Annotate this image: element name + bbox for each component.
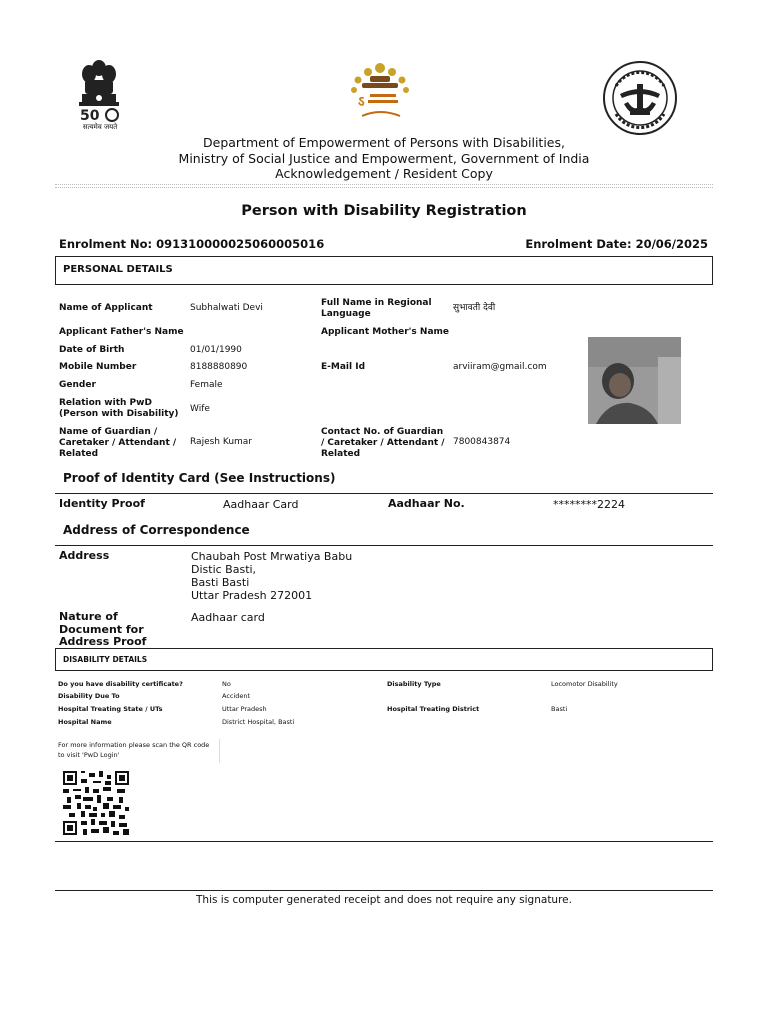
- applicant-name-label: Name of Applicant: [59, 303, 153, 313]
- enrolment-date: Enrolment Date: 20/06/2025: [525, 237, 708, 251]
- hospital-district-label: Hospital Treating District: [387, 705, 480, 713]
- guardian-name-value: Rajesh Kumar: [190, 437, 253, 447]
- svg-text:ऽ: ऽ: [358, 94, 365, 110]
- disability-type-value: Locomotor Disability: [551, 680, 618, 688]
- divider: [55, 184, 713, 185]
- disability-details-heading: DISABILITY DETAILS: [63, 655, 148, 664]
- relation-value: Wife: [190, 404, 210, 414]
- email-label: E-Mail Id: [321, 362, 366, 372]
- mobile-label: Mobile Number: [59, 362, 137, 372]
- address-line: Chaubah Post Mrwatiya Babu: [191, 550, 353, 563]
- hospital-name-value: District Hospital, Basti: [222, 718, 295, 726]
- divider: [55, 545, 713, 546]
- header-line-copy: Acknowledgement / Resident Copy: [275, 166, 493, 181]
- disability-due-value: Accident: [222, 692, 251, 700]
- state-seal-icon: [602, 60, 678, 136]
- mobile-value: 8188880890: [190, 362, 248, 372]
- address-label: Address: [59, 549, 110, 562]
- mother-name-label: Applicant Mother's Name: [321, 327, 449, 337]
- address-doc-label: Nature of Document for Address Proof: [59, 610, 147, 648]
- certificate-value: No: [222, 680, 231, 688]
- divider: [55, 187, 713, 188]
- identity-proof-label: Identity Proof: [59, 497, 145, 510]
- identity-proof-value: Aadhaar Card: [223, 498, 299, 511]
- divider: [55, 841, 713, 842]
- emblem-caption: सत्यमेव जयते: [82, 123, 118, 131]
- relation-label: Relation with PwD (Person with Disability): [59, 398, 179, 419]
- guardian-contact-label: Contact No. of Guardian / Caretaker / Attendant / Related: [321, 427, 445, 459]
- aadhaar-label: Aadhaar No.: [388, 497, 465, 510]
- guardian-name-label: Name of Guardian / Caretaker / Attendant / Related: [59, 427, 177, 459]
- department-header: [0, 135, 768, 182]
- qr-instruction: For more information please scan the QR code to visit 'PwD Login': [58, 741, 210, 759]
- certificate-label: Do you have disability certificate?: [58, 680, 183, 688]
- personal-details-header: [55, 256, 713, 285]
- gender-label: Gender: [59, 380, 96, 390]
- personal-details-heading: PERSONAL DETAILS: [63, 264, 173, 275]
- address-line: Uttar Pradesh 272001: [191, 589, 313, 602]
- footer-note: This is computer generated receipt and does not require any signature.: [196, 894, 572, 906]
- disability-due-label: Disability Due To: [58, 692, 120, 700]
- divider: [55, 493, 713, 494]
- svg-text:50: 50: [80, 108, 100, 124]
- dob-value: 01/01/1990: [190, 345, 242, 355]
- hospital-state-label: Hospital Treating State / UTs: [58, 705, 163, 713]
- header-line-ministry: Ministry of Social Justice and Empowerment, Government of India: [178, 150, 590, 166]
- regional-name-value: सुभावती देवी: [453, 303, 496, 313]
- address-heading: Address of Correspondence: [63, 523, 250, 537]
- disability-details-header: [55, 648, 713, 671]
- aadhaar-value: ********2224: [553, 498, 625, 511]
- address-doc-value: Aadhaar card: [191, 611, 265, 624]
- divider: [55, 890, 713, 891]
- address-value: [191, 550, 352, 602]
- hospital-district-value: Basti: [551, 705, 568, 713]
- guardian-contact-value: 7800843874: [453, 437, 511, 447]
- applicant-name-value: Subhalwati Devi: [190, 303, 263, 313]
- hospital-state-value: Uttar Pradesh: [222, 705, 267, 713]
- divider: [219, 739, 220, 763]
- header-line-department: Department of Empowerment of Persons with Disabilities,: [203, 135, 565, 150]
- applicant-photo: [588, 337, 681, 424]
- hospital-name-label: Hospital Name: [58, 718, 112, 726]
- page-title: Person with Disability Registration: [241, 203, 527, 219]
- address-line: Distic Basti,: [191, 563, 257, 576]
- email-value: arviiram@gmail.com: [453, 362, 547, 372]
- dob-label: Date of Birth: [59, 345, 125, 355]
- person-photo-icon: [588, 337, 681, 424]
- accessibility-logo-icon: [344, 60, 416, 122]
- gender-value: Female: [190, 380, 223, 390]
- regional-name-label: Full Name in Regional Language: [321, 298, 432, 319]
- identity-heading: Proof of Identity Card (See Instructions): [63, 471, 336, 485]
- disability-type-label: Disability Type: [387, 680, 441, 688]
- address-line: Basti Basti: [191, 576, 250, 589]
- qr-code-icon[interactable]: [63, 771, 129, 835]
- father-name-label: Applicant Father's Name: [59, 327, 184, 337]
- enrolment-number: Enrolment No: 0913100000250600050​16: [59, 237, 325, 251]
